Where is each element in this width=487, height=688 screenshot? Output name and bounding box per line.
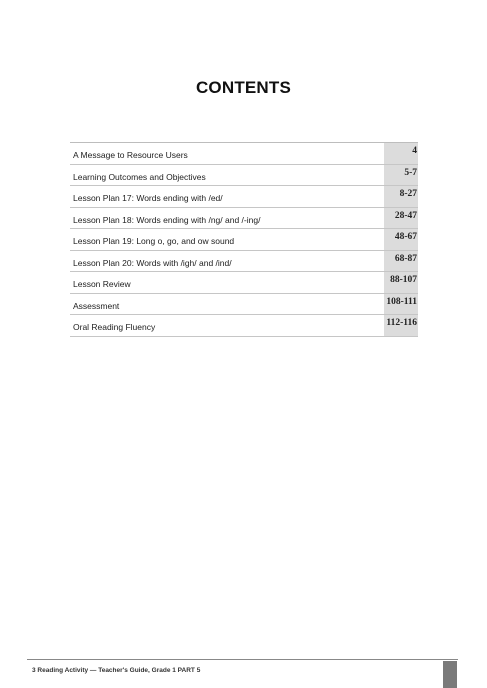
toc-entry-label: Lesson Plan 18: Words ending with /ng/ and /-ing/	[73, 214, 261, 225]
toc-entry-pages: 28-47	[384, 208, 418, 229]
toc-row	[70, 165, 418, 187]
footer-tab-marker	[443, 661, 457, 688]
footer-text: 3 Reading Activity — Teacher's Guide, Grade 1 PART 5	[32, 667, 201, 674]
toc-row	[70, 294, 418, 316]
page-title: CONTENTS	[195, 78, 292, 97]
toc-row	[70, 143, 418, 165]
table-of-contents	[70, 142, 418, 337]
toc-entry-label: A Message to Resource Users	[73, 150, 188, 161]
toc-row	[70, 186, 418, 208]
toc-entry-pages: 88-107	[384, 272, 418, 293]
toc-entry-pages: 112-116	[384, 315, 418, 336]
toc-row	[70, 229, 418, 251]
toc-row	[70, 315, 418, 337]
toc-entry-pages: 68-87	[384, 251, 418, 272]
toc-entry-pages: 108-111	[384, 294, 418, 315]
toc-entry-label: Lesson Plan 20: Words with /igh/ and /ind/	[73, 257, 232, 268]
toc-entry-label: Oral Reading Fluency	[73, 322, 156, 333]
toc-row	[70, 208, 418, 230]
toc-entry-pages: 4	[384, 143, 418, 164]
toc-entry-label: Assessment	[73, 300, 120, 311]
toc-entry-label: Lesson Review	[73, 279, 131, 290]
toc-row	[70, 251, 418, 273]
toc-entry-label: Learning Outcomes and Objectives	[73, 171, 206, 182]
toc-row	[70, 272, 418, 294]
toc-entry-label: Lesson Plan 19: Long o, go, and ow sound	[73, 236, 235, 247]
toc-entry-pages: 5-7	[384, 165, 418, 186]
toc-entry-pages: 8-27	[384, 186, 418, 207]
toc-entry-pages: 48-67	[384, 229, 418, 250]
toc-entry-label: Lesson Plan 17: Words ending with /ed/	[73, 193, 223, 204]
footer-divider	[27, 659, 458, 660]
